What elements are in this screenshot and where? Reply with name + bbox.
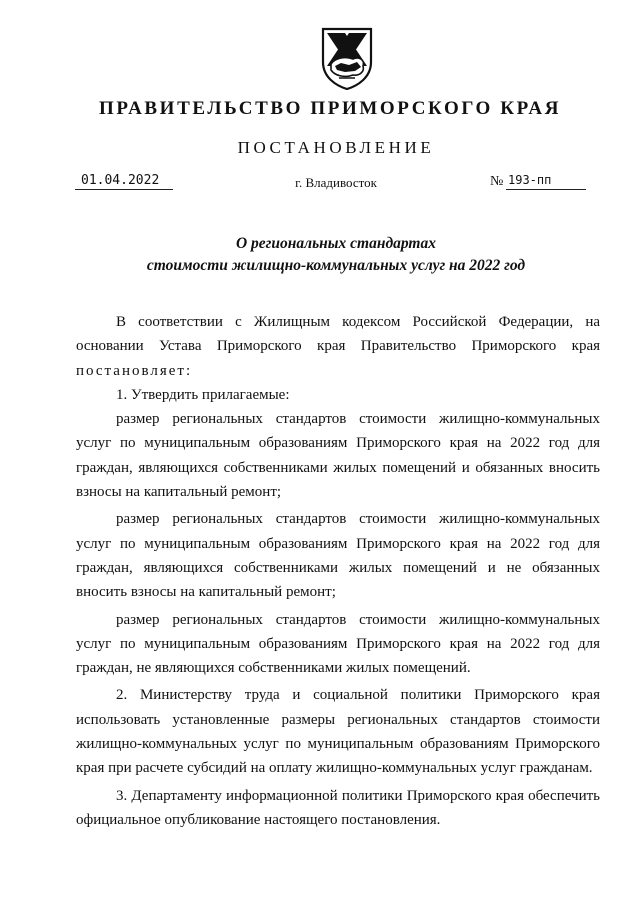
heading-line-1: О региональных стандартах <box>235 235 436 252</box>
decree-verb: постановляет: <box>76 362 193 379</box>
item-1-a: размер региональных стандартов стоимости жилищно-коммунальных услуг по муниципальным образованиям Приморского края на 2022 год для граждан, являющихся собственниками жилых помещений и обязанных вносить взносы на капитальный ремонт; <box>76 411 600 501</box>
number-label: № <box>490 174 504 189</box>
item-1-b: размер региональных стандартов стоимости жилищно-коммунальных услуг по муниципальным образованиям Приморского края на 2022 год для граждан, являющихся собственниками жилых помещений и не обязанных вносить взносы на капитальный ремонт; <box>76 511 600 601</box>
document-city: г. Владивосток <box>295 175 377 190</box>
document-date: 01.04.2022 <box>75 172 173 190</box>
item-3: 3. Департаменту информационной политики Приморского края обеспечить официальное опубликование настоящего постановления. <box>76 787 600 828</box>
document-type: ПОСТАНОВЛЕНИЕ <box>237 138 435 157</box>
document-number: 193-пп <box>506 172 586 190</box>
heading-line-2: стоимости жилищно-коммунальных услуг на 2022 год <box>146 257 526 274</box>
item-1-c: размер региональных стандартов стоимости жилищно-коммунальных услуг по муниципальным образованиям Приморского края на 2022 год для граждан, не являющихся собственниками жилых помещений. <box>76 611 600 677</box>
government-title: ПРАВИТЕЛЬСТВО ПРИМОРСКОГО КРАЯ <box>98 98 562 119</box>
document-heading <box>0 233 640 277</box>
item-2: 2. Министерству труда и социальной политики Приморского края использовать установленные размеры региональных стандартов стоимости жилищно-коммунальных услуг по муниципальным образованиям Приморского края при расчете субсидий на оплату жилищно-коммунальных услуг гражданам. <box>76 687 600 777</box>
document-body <box>76 310 600 832</box>
item-1: 1. Утвердить прилагаемые: <box>116 386 290 403</box>
intro-verb <box>76 359 600 383</box>
intro-paragraph: В соответствии с Жилищным кодексом Российской Федерации, на основании Устава Приморского края Правительство Приморского края <box>76 314 600 355</box>
coat-of-arms-emblem <box>319 26 375 90</box>
